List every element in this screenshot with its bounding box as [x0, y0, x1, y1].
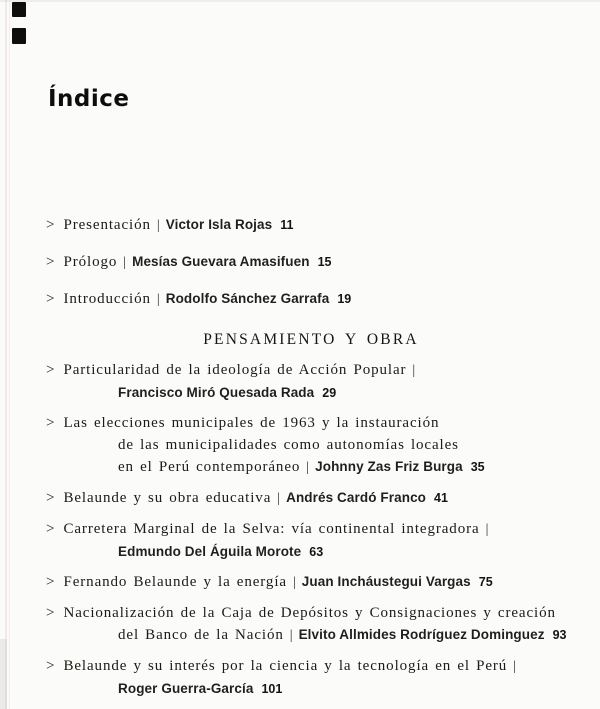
- entry-author: Edmundo Del Águila Morote: [118, 544, 302, 559]
- entry-marker: >: [46, 415, 55, 431]
- entry-title: Prólogo: [63, 254, 118, 270]
- separator-bar: |: [292, 575, 296, 590]
- toc-entry-line: [46, 251, 576, 274]
- entry-page-number: 35: [470, 460, 485, 474]
- entry-author: Johnny Zas Friz Burga: [315, 459, 463, 474]
- toc-entry: [46, 602, 576, 647]
- entry-title: Introducción: [63, 291, 151, 307]
- toc-entry-line: [46, 382, 576, 404]
- entry-page-number: 29: [322, 386, 337, 400]
- toc-front-list: [46, 214, 576, 311]
- toc-entry-line: [46, 412, 576, 434]
- toc-entry-line: [46, 602, 576, 624]
- separator-bar: |: [412, 363, 416, 378]
- entry-author: Roger Guerra-García: [118, 681, 254, 696]
- entry-page-number: 15: [317, 255, 332, 269]
- entry-title: Belaunde y su obra educativa: [63, 490, 272, 506]
- toc-entry: [46, 412, 576, 479]
- entry-marker: >: [46, 291, 55, 307]
- entry-page-number: 75: [478, 575, 493, 589]
- entry-marker: >: [46, 490, 55, 506]
- toc-entry-line: [46, 487, 576, 510]
- toc-entry: [46, 487, 576, 510]
- toc-section-list: [46, 359, 576, 700]
- entry-title: del Banco de la Nación: [118, 627, 284, 643]
- toc-entry-line: [46, 456, 576, 479]
- toc-entry: [46, 518, 576, 563]
- entry-page-number: 93: [552, 628, 567, 642]
- toc-entry: [46, 655, 576, 700]
- entry-title: de las municipalidades como autonomías locales: [118, 437, 459, 453]
- separator-bar: |: [513, 659, 517, 674]
- separator-bar: |: [123, 255, 127, 270]
- entry-marker: >: [46, 521, 55, 537]
- entry-marker: >: [46, 217, 55, 233]
- toc-entry-line: [46, 518, 576, 541]
- toc-entry-line: [46, 434, 576, 456]
- entry-author: Rodolfo Sánchez Garrafa: [165, 291, 330, 306]
- toc-entry-line: [46, 214, 576, 237]
- toc-entry: [46, 359, 576, 404]
- entry-page-number: 101: [261, 682, 283, 696]
- toc-entry: [46, 571, 576, 594]
- separator-bar: |: [289, 628, 293, 643]
- toc-entry-line: [46, 571, 576, 594]
- entry-author: Francisco Miró Quesada Rada: [118, 385, 315, 400]
- entry-author: Victor Isla Rojas: [165, 217, 273, 232]
- entry-title: Presentación: [63, 217, 151, 233]
- entry-page-number: 63: [309, 545, 324, 559]
- separator-bar: |: [277, 491, 281, 506]
- separator-bar: |: [156, 292, 160, 307]
- toc-entry-line: [46, 288, 576, 311]
- section-heading: PENSAMIENTO Y OBRA: [203, 331, 419, 348]
- entry-title: Carretera Marginal de la Selva: vía continental integradora: [63, 521, 480, 537]
- entry-author: Juan Incháustegui Vargas: [301, 574, 471, 589]
- entry-page-number: 41: [434, 491, 448, 505]
- entry-marker: >: [46, 362, 55, 378]
- toc-entry: [46, 251, 576, 274]
- toc-entry: [46, 288, 576, 311]
- entry-title: Las elecciones municipales de 1963 y la instauración: [63, 415, 440, 431]
- entry-page-number: 19: [337, 292, 352, 306]
- separator-bar: |: [485, 522, 489, 537]
- toc-entry-line: [46, 359, 576, 382]
- entry-marker: >: [46, 605, 55, 621]
- entry-author: Andrés Cardó Franco: [286, 490, 427, 505]
- separator-bar: |: [306, 460, 310, 475]
- entry-title: Particularidad de la ideología de Acción Popular: [63, 362, 407, 378]
- entry-title: en el Perú contemporáneo: [118, 459, 301, 475]
- toc-entry: [46, 214, 576, 237]
- entry-author: Elvito Allmides Rodríguez Dominguez: [298, 627, 545, 642]
- toc-entry-line: [46, 624, 576, 647]
- toc-entry-line: [46, 541, 576, 563]
- separator-bar: |: [156, 218, 160, 233]
- entry-title: Belaunde y su interés por la ciencia y la tecnología en el Perú: [63, 658, 508, 674]
- entry-marker: >: [46, 254, 55, 270]
- entry-title: Nacionalización de la Caja de Depósitos y Consignaciones y creación: [63, 605, 556, 621]
- entry-marker: >: [46, 658, 55, 674]
- entry-title: Fernando Belaunde y la energía: [63, 574, 287, 590]
- toc-entry-line: [46, 678, 576, 700]
- entry-page-number: 11: [280, 218, 294, 232]
- page-title: Índice: [48, 86, 130, 112]
- entry-author: Mesías Guevara Amasifuen: [132, 254, 310, 269]
- entry-marker: >: [46, 574, 55, 590]
- toc-entry-line: [46, 655, 576, 678]
